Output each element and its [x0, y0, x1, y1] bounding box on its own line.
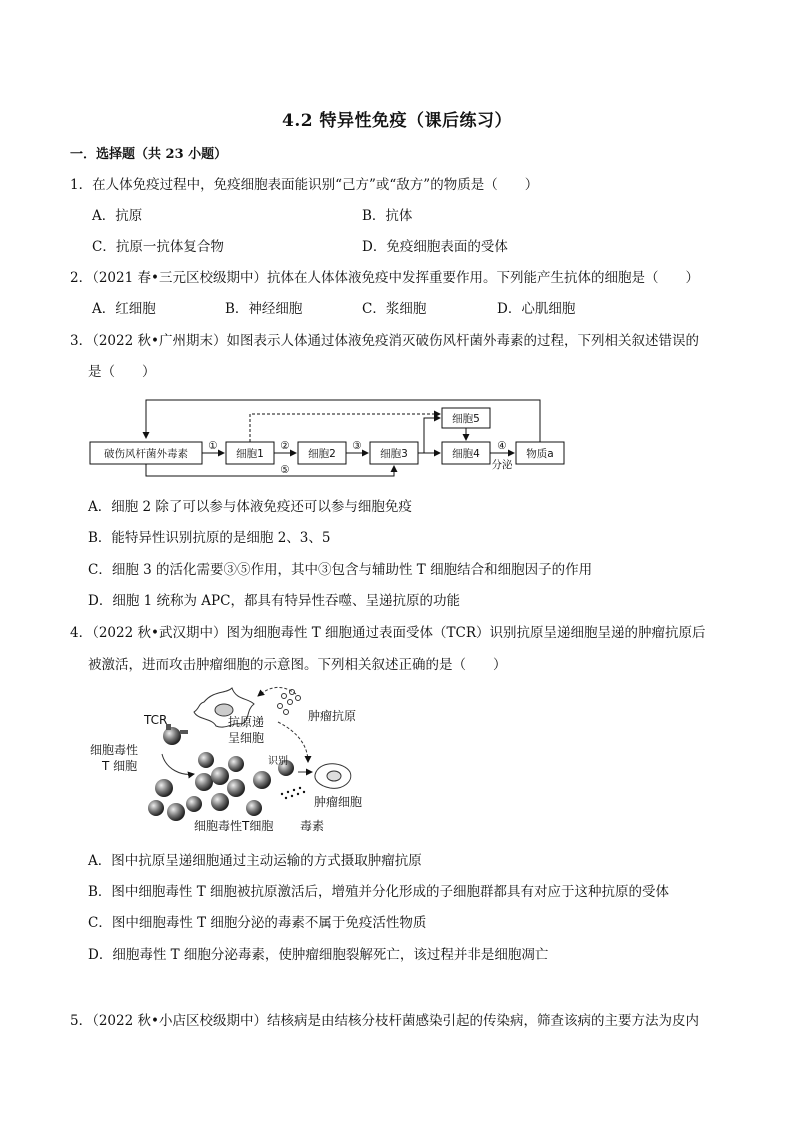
cell4-label: 细胞4 [452, 448, 480, 460]
q4-option-a: A．图中抗原呈递细胞通过主动运输的方式摄取肿瘤抗原 [88, 853, 422, 869]
apc-label-2: 呈细胞 [228, 731, 265, 745]
q1-option-b: B．抗体 [362, 208, 413, 224]
step4-label: ④ [497, 440, 507, 452]
step5-label: ⑤ [280, 464, 290, 476]
q3-option-d: D．细胞 1 统称为 APC，都具有特异性吞噬、呈递抗原的功能 [88, 593, 460, 609]
page-title: 4.2 特异性免疫（课后练习） [282, 111, 512, 131]
tumor-antigen-label: 肿瘤抗原 [308, 709, 357, 723]
q4-option-d: D．细胞毒性 T 细胞分泌毒素，使肿瘤细胞裂解死亡，该过程并非是细胞凋亡 [88, 947, 549, 963]
recognize-label: 识别 [268, 756, 288, 767]
q4-option-b: B．图中细胞毒性 T 细胞被抗原激活后，增殖并分化形成的子细胞群都具有对应于这种抗原的受体 [88, 884, 670, 900]
toxin-dots [281, 787, 305, 799]
q3-option-b: B．能特异性识别抗原的是细胞 2、3、5 [88, 530, 331, 546]
tumor-cell [315, 764, 351, 789]
q4-tcell-diagram [86, 684, 386, 840]
q1-option-d: D．免疫细胞表面的受体 [362, 239, 508, 255]
q2-stem: 2．（2021 春•三元区校级期中）抗体在人体体液免疫中发挥重要作用。下列能产生抗体的细胞是（ ） [70, 270, 699, 286]
section-heading: 一．选择题（共 23 小题） [70, 147, 228, 162]
q2-option-a: A．红细胞 [92, 301, 156, 317]
step2-label: ② [280, 440, 290, 452]
cell2-label: 细胞2 [308, 448, 336, 460]
toxin-label: 破伤风杆菌外毒素 [104, 448, 188, 460]
q2-option-c: C．浆细胞 [362, 301, 427, 317]
apc-label-1: 抗原递 [228, 715, 265, 729]
ctl-label-2: T 细胞 [102, 759, 138, 773]
q3-flow-diagram [86, 396, 580, 486]
q3-stem-line2: 是（ ） [88, 364, 156, 380]
q1-option-c: C．抗原一抗体复合物 [92, 239, 224, 255]
q4-stem-line2: 被激活，进而攻击肿瘤细胞的示意图。下列相关叙述正确的是（ ） [88, 657, 507, 673]
substance-label: 物质a [526, 448, 554, 460]
ctl-label-1: 细胞毒性 [90, 743, 139, 757]
q3-stem-line1: 3．（2022 秋•广州期末）如图表示人体通过体液免疫消灭破伤风杆菌外毒素的过程，下列相关叙述错误的 [70, 333, 699, 349]
q2-option-d: D．心肌细胞 [497, 301, 576, 317]
q1-stem: 1．在人体免疫过程中，免疫细胞表面能识别“己方”或“敌方”的物质是（ ） [70, 177, 539, 193]
secrete-label: 分泌 [491, 459, 513, 471]
antigen-dots [278, 690, 301, 715]
ctl-group-label: 细胞毒性T细胞 [194, 819, 274, 833]
single-ctl [163, 724, 188, 745]
cell1-label: 细胞1 [236, 448, 264, 460]
cell3-label: 细胞3 [380, 448, 408, 460]
toxin-label-q4: 毒素 [300, 819, 325, 833]
q4-option-c: C．图中细胞毒性 T 细胞分泌的毒素不属于免疫活性物质 [88, 915, 427, 931]
q2-option-b: B．神经细胞 [225, 301, 303, 317]
step3-label: ③ [352, 440, 362, 452]
q3-option-c: C．细胞 3 的活化需要③⑤作用，其中③包含与辅助性 T 细胞结合和细胞因子的作用 [88, 562, 593, 578]
q3-option-a: A．细胞 2 除了可以参与体液免疫还可以参与细胞免疫 [88, 499, 412, 515]
q5-stem: 5．（2022 秋•小店区校级期中）结核病是由结核分枝杆菌感染引起的传染病，筛查该病的主要方法为皮内 [70, 1013, 699, 1029]
q4-stem-line1: 4．（2022 秋•武汉期中）图为细胞毒性 T 细胞通过表面受体（TCR）识别抗原呈递细胞呈递的肿瘤抗原后 [70, 625, 706, 641]
step1-label: ① [208, 440, 218, 452]
q1-option-a: A．抗原 [92, 208, 143, 224]
cell5-label: 细胞5 [452, 413, 480, 425]
tumor-cell-label: 肿瘤细胞 [314, 795, 363, 809]
tcr-label: TCR [144, 713, 168, 727]
